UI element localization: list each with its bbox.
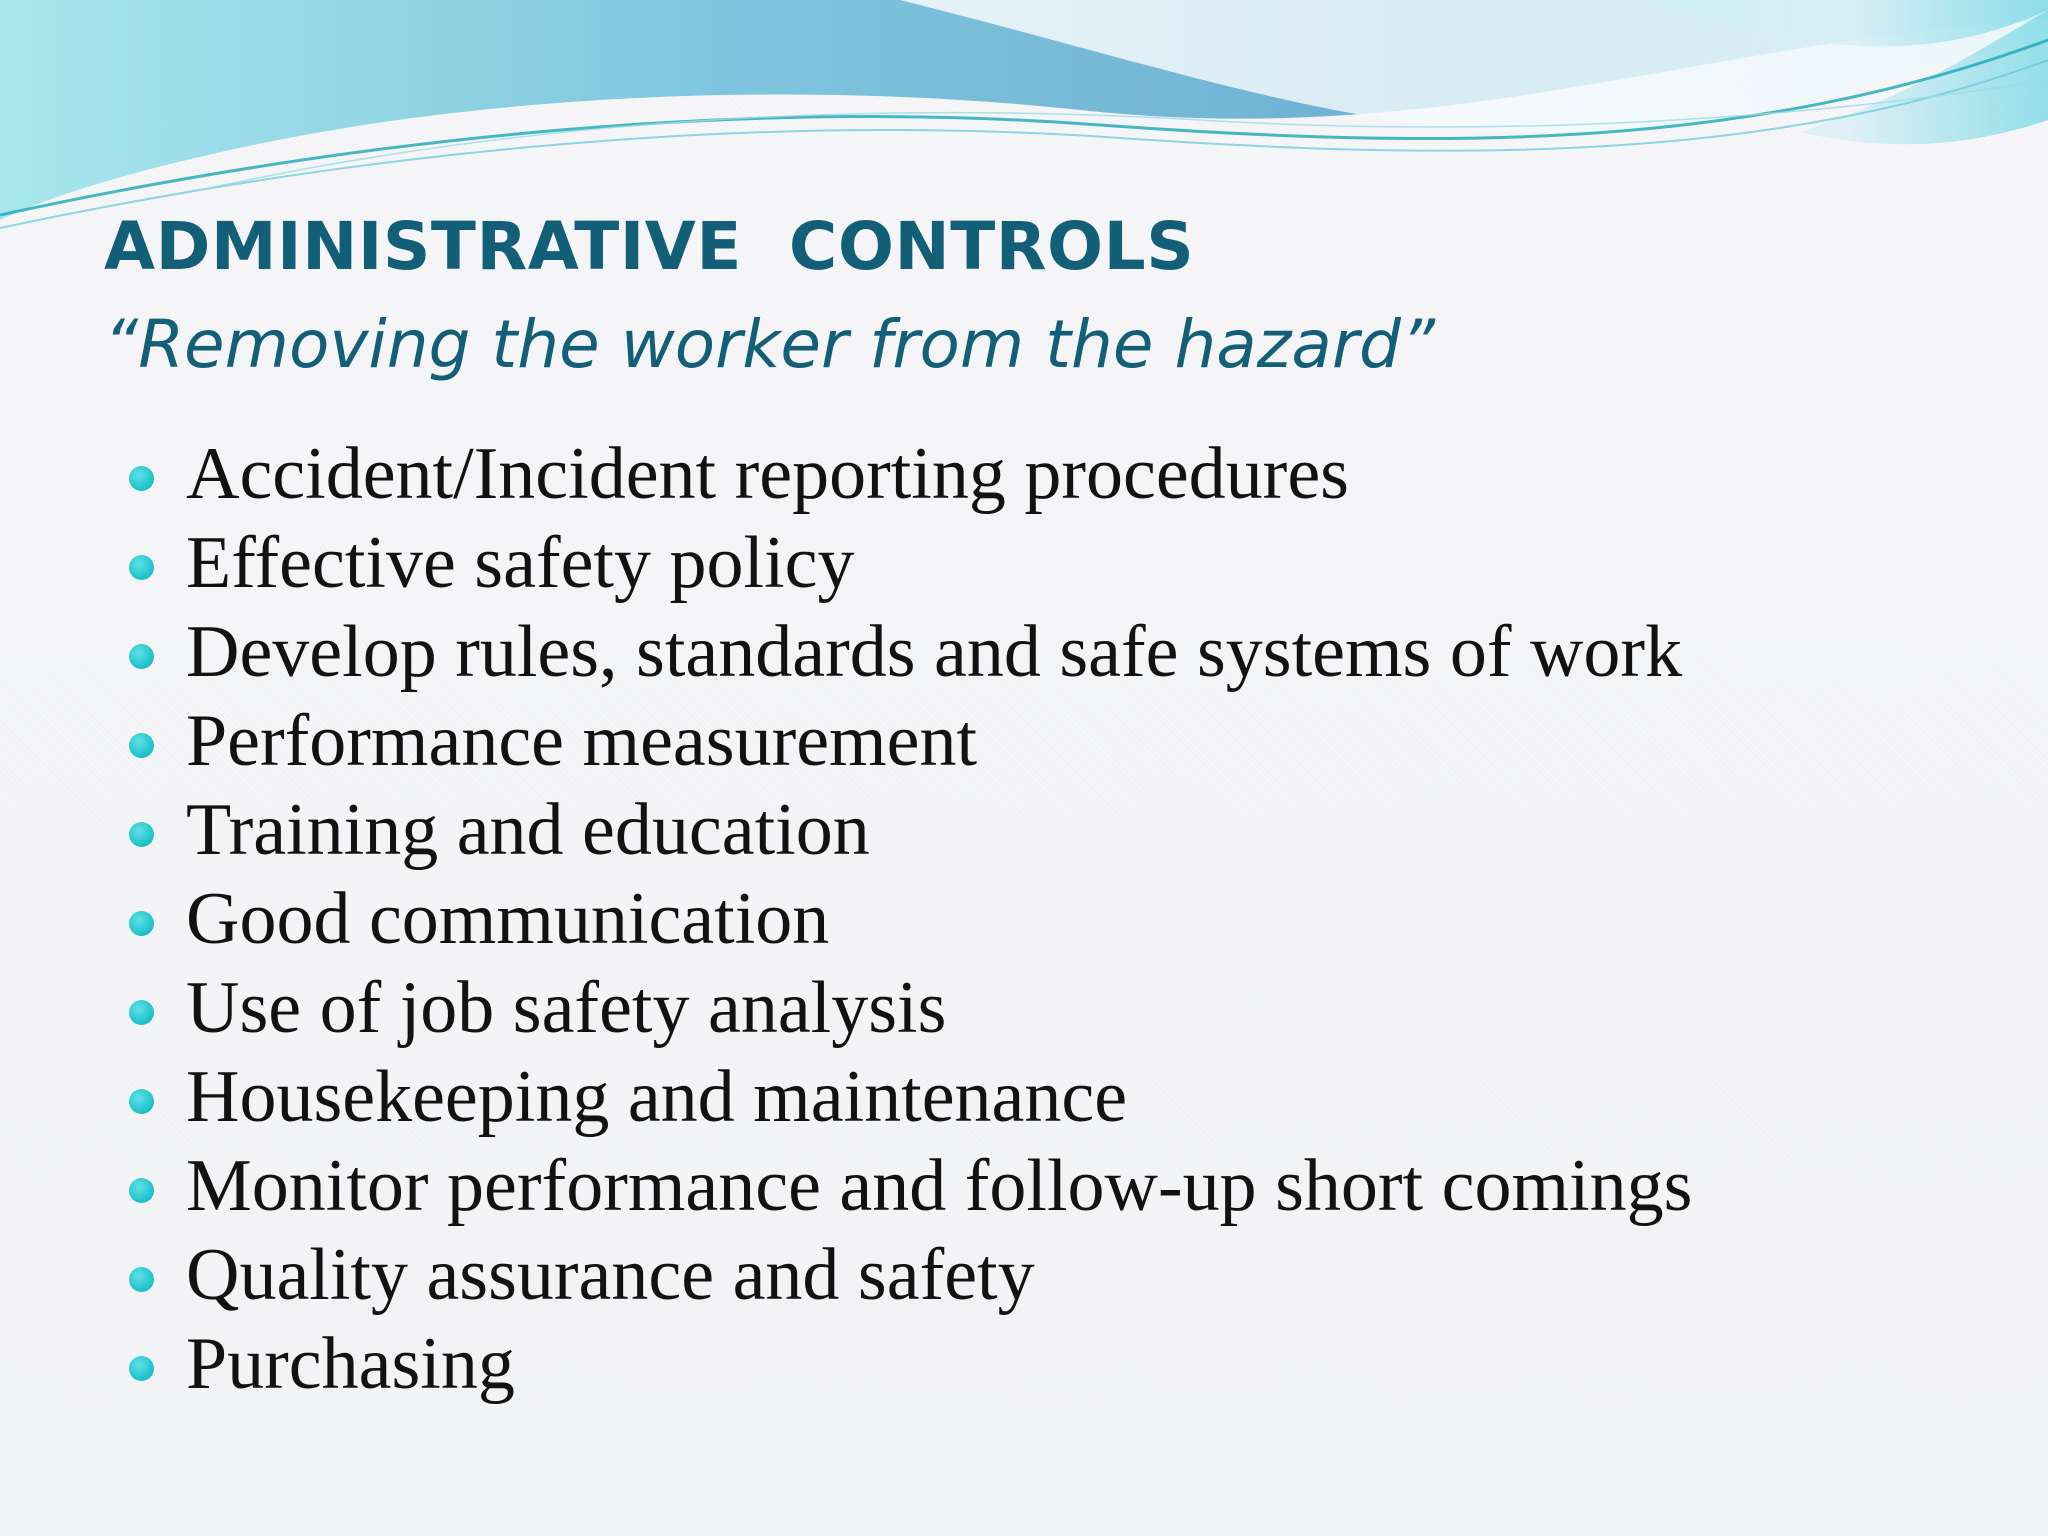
bullet-text: Use of job safety analysis [186,967,947,1049]
bullet-dot-icon [129,1000,154,1025]
bullet-item [126,875,1692,964]
bullet-item [126,519,1692,608]
bullet-text: Effective safety policy [186,522,855,604]
bullet-dot-icon [129,733,154,758]
bullet-item [126,430,1692,519]
bullet-item [126,1320,1692,1409]
bullet-dot-icon [129,1267,154,1292]
bullet-text: Training and education [186,789,870,871]
bullet-dot-icon [129,466,154,491]
bullet-item [126,1231,1692,1320]
bullet-text: Develop rules, standards and safe systems of work [186,611,1683,693]
bullet-text: Housekeeping and maintenance [186,1056,1128,1138]
bullet-item [126,786,1692,875]
bullet-text: Performance measurement [186,700,978,782]
bullet-text: Good communication [186,878,830,960]
bullet-list [126,430,1692,1409]
bullet-text: Quality assurance and safety [186,1234,1035,1316]
bullet-item [126,1142,1692,1231]
slide-title: ADMINISTRATIVE CONTROLS [104,208,1195,285]
bullet-dot-icon [129,911,154,936]
bullet-text: Monitor performance and follow-up short comings [186,1145,1693,1227]
bullet-item [126,697,1692,786]
bullet-item [126,1053,1692,1142]
bullet-dot-icon [129,1356,154,1381]
bullet-dot-icon [129,555,154,580]
bullet-dot-icon [129,1089,154,1114]
bullet-item [126,964,1692,1053]
bullet-text: Purchasing [186,1323,515,1405]
bullet-dot-icon [129,822,154,847]
title-block [104,205,1435,387]
bullet-dot-icon [129,644,154,669]
bullet-dot-icon [129,1178,154,1203]
bullet-text: Accident/Incident reporting procedures [186,433,1349,515]
slide-subtitle: “Removing the worker from the hazard” [104,306,1436,383]
bullet-item [126,608,1692,697]
